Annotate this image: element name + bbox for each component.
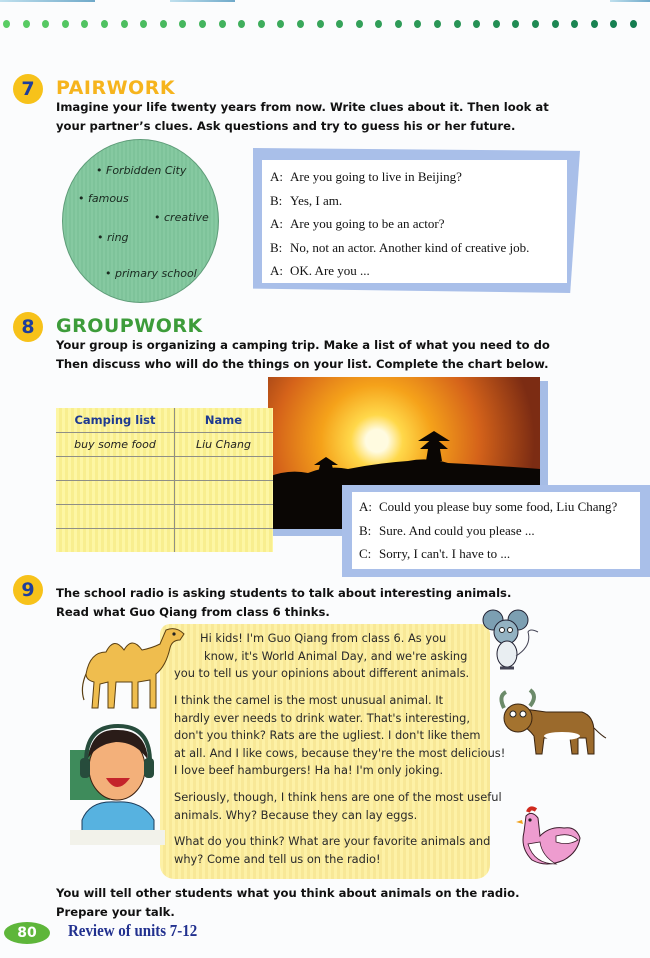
dialog-line	[270, 240, 567, 264]
decorative-dot	[591, 20, 598, 28]
speech-line: at all. And I like cows, because they're the most delicious!	[174, 745, 506, 760]
speaker: A:	[270, 216, 283, 231]
section-8-title: GROUPWORK	[56, 315, 203, 337]
dialog-line	[270, 263, 567, 287]
decorative-dot	[3, 20, 10, 28]
decorative-dot	[610, 20, 617, 28]
decorative-dot	[356, 20, 363, 28]
speaker: B:	[270, 192, 283, 208]
instruction-line: your partner’s clues. Ask questions and try to guess his or her future.	[56, 119, 516, 133]
header-camping-list: Camping list	[74, 413, 156, 427]
decorative-dot-row	[0, 20, 650, 30]
speaker: B:	[359, 522, 372, 538]
footer-unit-title: Review of units 7-12	[68, 921, 198, 940]
clue-item: • Forbidden City	[96, 164, 186, 177]
section-7-badge	[13, 74, 43, 104]
decorative-dot	[179, 20, 186, 28]
line-text: Are you going to live in Beijing?	[290, 169, 462, 184]
decorative-dot	[493, 20, 500, 28]
decorative-dot	[434, 20, 441, 28]
section-8-instructions	[56, 336, 550, 374]
decorative-dot	[238, 20, 245, 28]
camping-item-cell[interactable]	[56, 456, 174, 480]
speaker: A:	[270, 263, 283, 278]
line-text: Sorry, I can't. I have to ...	[379, 546, 511, 561]
decorative-dot	[414, 20, 421, 28]
name-cell[interactable]: Liu Chang	[196, 437, 251, 451]
cow-illustration	[498, 688, 608, 760]
decorative-dot	[454, 20, 461, 28]
speech-paragraph-1	[174, 630, 470, 683]
clue-item: • primary school	[105, 267, 197, 280]
decorative-dot	[199, 20, 206, 28]
decorative-dot	[512, 20, 519, 28]
name-cell[interactable]	[174, 504, 273, 528]
decorative-dot	[62, 20, 69, 28]
decorative-dot	[160, 20, 167, 28]
speech-paragraph-3	[174, 789, 502, 824]
section-9-badge	[13, 575, 43, 605]
line-text: Could you please buy some food, Liu Chang?	[379, 499, 618, 514]
speech-line: why? Come and tell us on the radio!	[174, 851, 381, 866]
top-border-bar	[610, 0, 650, 2]
decorative-dot	[277, 20, 284, 28]
decorative-dot	[42, 20, 49, 28]
section-7-title: PAIRWORK	[56, 77, 176, 99]
camping-item-cell[interactable]	[56, 480, 174, 504]
camel-illustration	[76, 622, 191, 717]
instruction-line: The school radio is asking students to talk about interesting animals.	[56, 586, 512, 600]
decorative-dot	[630, 20, 637, 28]
section-number: 7	[21, 78, 35, 100]
camping-table	[56, 408, 273, 552]
decorative-dot	[532, 20, 539, 28]
speaker: A:	[359, 499, 372, 514]
top-border-bar	[0, 0, 95, 2]
speaker: C:	[359, 546, 372, 561]
instruction-line: Prepare your talk.	[56, 905, 175, 919]
decorative-dot	[395, 20, 402, 28]
groupwork-dialog	[352, 492, 640, 569]
decorative-dot	[336, 20, 343, 28]
speech-line: know, it's World Animal Day, and we're asking	[204, 648, 468, 663]
camping-item-cell[interactable]	[56, 504, 174, 528]
section-8-badge	[13, 312, 43, 342]
decorative-dot	[23, 20, 30, 28]
table-row	[56, 456, 273, 481]
section-9-instructions	[56, 584, 511, 622]
name-cell[interactable]	[174, 480, 273, 504]
hen-illustration	[506, 802, 582, 868]
speech-paragraph-2	[174, 692, 505, 780]
dialog-line	[359, 499, 640, 523]
dialog-line	[359, 523, 640, 547]
decorative-dot	[140, 20, 147, 28]
speech-line: you to tell us your opinions about different animals.	[174, 666, 470, 681]
line-text: Yes, I am.	[290, 192, 343, 208]
table-row	[56, 528, 273, 552]
decorative-dot	[375, 20, 382, 28]
instruction-line: Read what Guo Qiang from class 6 thinks.	[56, 605, 330, 619]
speech-line: I think the camel is the most unusual animal. It	[174, 693, 444, 707]
boy-with-headphones-illustration	[70, 720, 165, 845]
section-7-instructions	[56, 98, 549, 136]
header-name: Name	[204, 413, 243, 427]
dialog-line	[270, 216, 567, 240]
section-number: 8	[21, 316, 35, 338]
section-number: 9	[21, 579, 35, 601]
instruction-line: Imagine your life twenty years from now. Write clues about it. Then look at	[56, 100, 549, 114]
clue-item: • famous	[78, 192, 129, 205]
decorative-dot	[101, 20, 108, 28]
section-9-closing	[56, 884, 519, 922]
line-text: Sure. And could you please ...	[379, 522, 535, 538]
decorative-dot	[258, 20, 265, 28]
instruction-line: You will tell other students what you think about animals on the radio.	[56, 886, 520, 900]
speech-paragraph-4	[174, 833, 490, 868]
line-text: No, not an actor. Another kind of creative job.	[290, 239, 530, 255]
decorative-dot	[219, 20, 226, 28]
decorative-dot	[81, 20, 88, 28]
camping-item-cell[interactable]	[56, 528, 174, 552]
instruction-line: Your group is organizing a camping trip. Make a list of what you need to do	[56, 338, 550, 352]
speaker: A:	[270, 169, 283, 184]
line-text: Are you going to be an actor?	[290, 216, 445, 231]
rat-illustration	[482, 606, 542, 674]
speech-line: don't you think? Rats are the ugliest. I don't like them	[174, 728, 481, 743]
name-cell[interactable]	[174, 528, 273, 552]
top-border-bar	[170, 0, 235, 2]
line-text: OK. Are you ...	[290, 263, 370, 278]
pairwork-dialog	[262, 160, 567, 283]
speech-line: animals. Why? Because they can lay eggs.	[174, 807, 418, 822]
clue-item: • ring	[97, 231, 129, 244]
decorative-dot	[552, 20, 559, 28]
table-row	[56, 480, 273, 505]
table-header-row	[56, 408, 273, 433]
dialog-line	[270, 169, 567, 193]
dialog-line	[270, 193, 567, 217]
speech-line: What do you think? What are your favorite animals and	[174, 834, 491, 848]
decorative-dot	[473, 20, 480, 28]
page-number-badge: 80	[4, 922, 50, 944]
name-cell[interactable]	[174, 456, 273, 480]
decorative-dot	[121, 20, 128, 28]
instruction-line: Then discuss who will do the things on your list. Complete the chart below.	[56, 357, 549, 371]
decorative-dot	[571, 20, 578, 28]
speech-line: I love beef hamburgers! Ha ha! I'm only joking.	[174, 763, 444, 778]
table-row	[56, 432, 273, 457]
decorative-dot	[297, 20, 304, 28]
speech-line: Hi kids! I'm Guo Qiang from class 6. As you	[200, 631, 447, 645]
camping-item-cell[interactable]: buy some food	[74, 437, 156, 451]
clue-item: • creative	[154, 211, 209, 224]
decorative-dot	[317, 20, 324, 28]
table-row	[56, 504, 273, 529]
speech-line: Seriously, though, I think hens are one of the most useful	[174, 790, 502, 804]
speaker: B:	[270, 239, 283, 255]
dialog-line	[359, 546, 640, 570]
speech-line: hardly ever needs to drink water. That's interesting,	[174, 710, 470, 725]
